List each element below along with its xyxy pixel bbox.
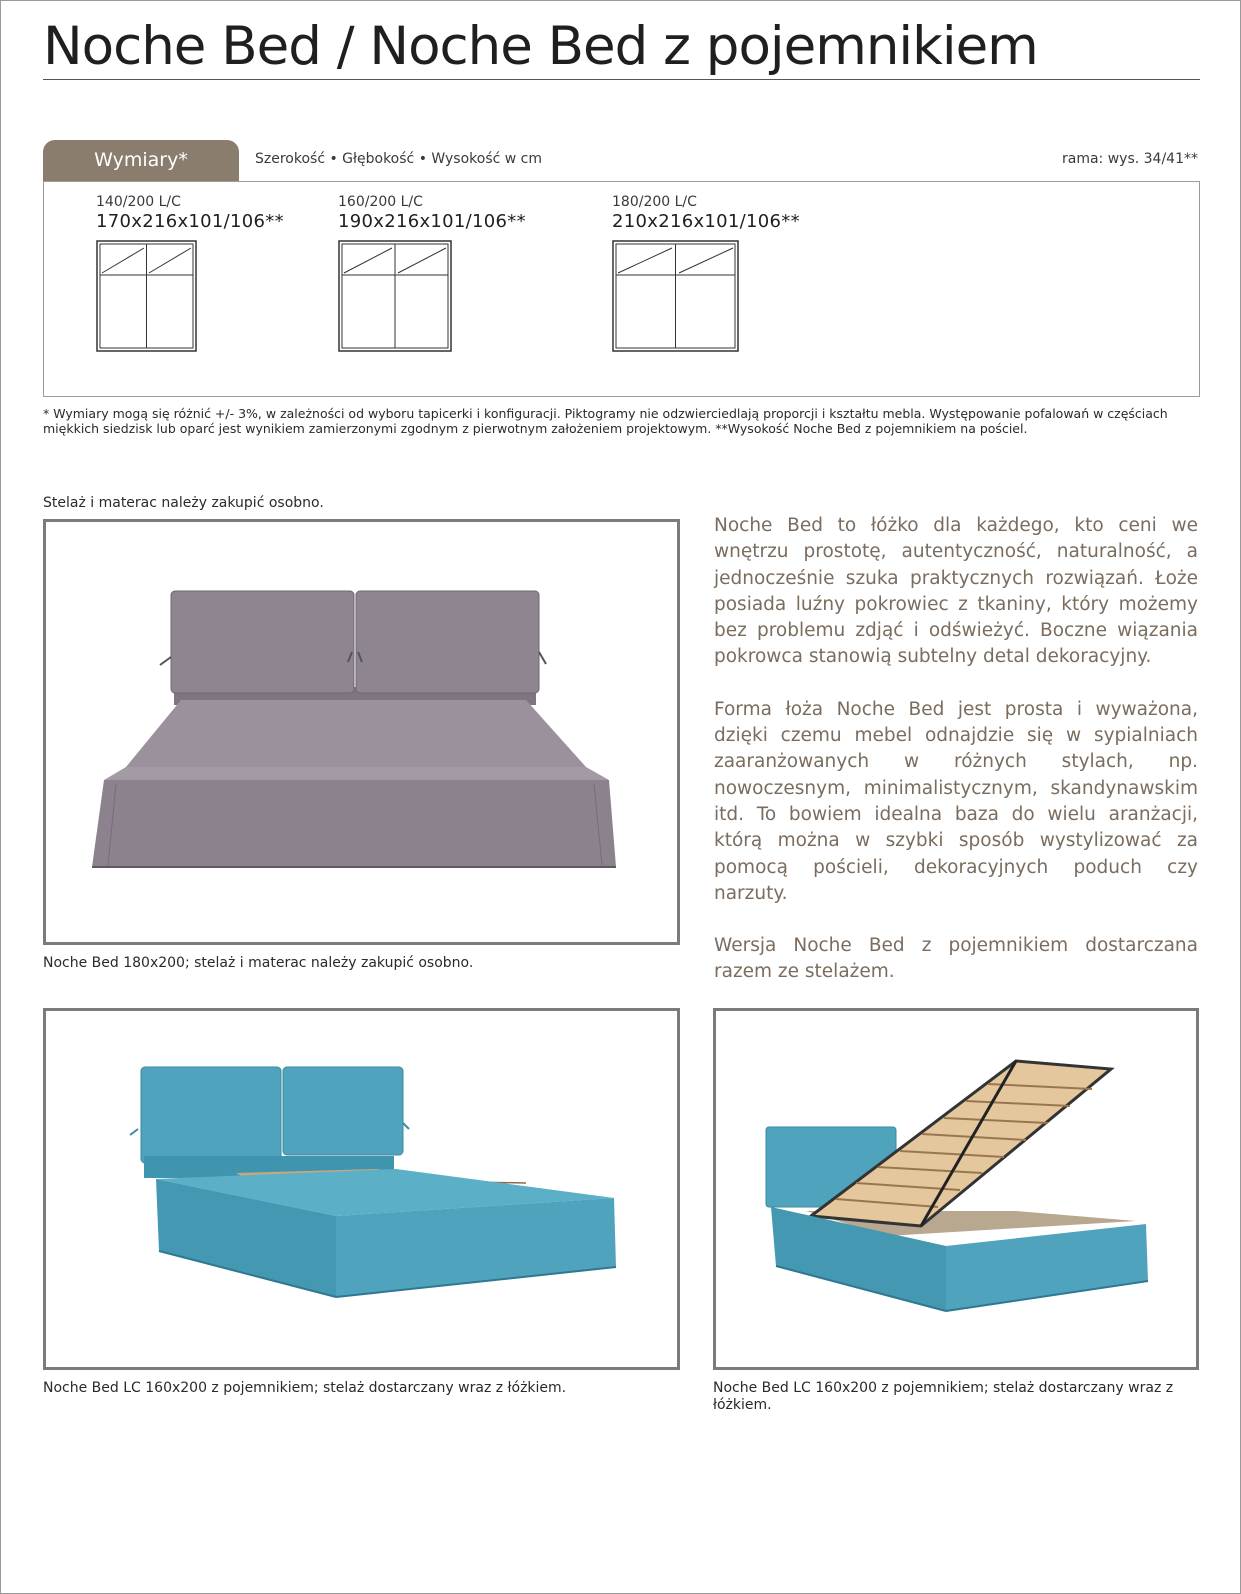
bed-pictogram-icon [612,240,739,352]
bed-pictogram-icon [96,240,197,352]
page-title: Noche Bed / Noche Bed z pojemnikiem [43,16,1038,77]
open-storage-bed-illustration [716,1011,1196,1367]
main-photo-caption: Noche Bed 180x200; stelaż i materac należy zakupić osobno. [43,955,474,971]
size-dimensions: 170x216x101/106** [96,211,284,232]
storage-bed-caption-right: Noche Bed LC 160x200 z pojemnikiem; stelaż dostarczany wraz z łóżkiem. [713,1380,1174,1413]
product-description [714,513,1198,1012]
size-code: 160/200 L/C [338,194,423,210]
storage-bed-caption-left: Noche Bed LC 160x200 z pojemnikiem; stelaż dostarczany wraz z łóżkiem. [43,1380,567,1396]
description-paragraph: Forma łoża Noche Bed jest prosta i wyważona, dzięki czemu mebel odnajdzie się w sypialniach zaaranżowanych w różnych stylach, np. nowoczesnym, minimalistycznym, skandynawskim itd. To bowiem idealna baza do wielu aranżacji, którą można w szybki sposób wystylizować za pomocą pościeli, dekoracyjnych poduch czy narzuty. [714,698,1198,904]
dimensions-legend: Szerokość • Głębokość • Wysokość w cm [255,151,542,167]
bed-pictogram-icon [338,240,452,352]
storage-bed-photo [43,1008,680,1370]
size-option [338,194,526,233]
size-dimensions: 210x216x101/106** [612,211,800,232]
size-option [612,194,800,233]
description-paragraph: Noche Bed to łóżko dla każdego, kto ceni we wnętrzu prostotę, autentyczność, naturalność, a jednocześnie szuka praktycznych rozwiązań. Łoże posiada luźny pokrowiec z tkaniny, który możemy bez problemu zdjąć i odświeżyć. Boczne wiązania pokrowca stanowią subtelny detal dekoracyjny. [714,515,1198,668]
size-code: 140/200 L/C [96,194,181,210]
main-bed-photo [43,519,680,945]
size-option [96,194,284,233]
dimensions-box [43,181,1200,397]
frame-height-note: rama: wys. 34/41** [1062,151,1198,167]
description-paragraph: Wersja Noche Bed z pojemnikiem dostarczana razem ze stelażem. [714,935,1198,983]
dimensions-tab: Wymiary* [43,140,239,181]
size-code: 180/200 L/C [612,194,697,210]
grey-bed-illustration [46,522,677,942]
purchase-note: Stelaż i materac należy zakupić osobno. [43,495,324,511]
size-dimensions: 190x216x101/106** [338,211,526,232]
blue-bed-illustration [46,1011,677,1367]
storage-open-photo [713,1008,1199,1370]
dimensions-footnote: * Wymiary mogą się różnić +/- 3%, w zależności od wyboru tapicerki i konfiguracji. Piktogramy nie odzwierciedlają proporcji i kształtu mebla. Występowanie pofalowań w częściach miękkich siedzisk lub oparć jest wynikiem zamierzonymi zgodnym z pierwotnym założeniem projektowym. **Wysokość Noche Bed z pojemnikiem na pościel. [43,406,1168,436]
title-divider [43,79,1200,80]
